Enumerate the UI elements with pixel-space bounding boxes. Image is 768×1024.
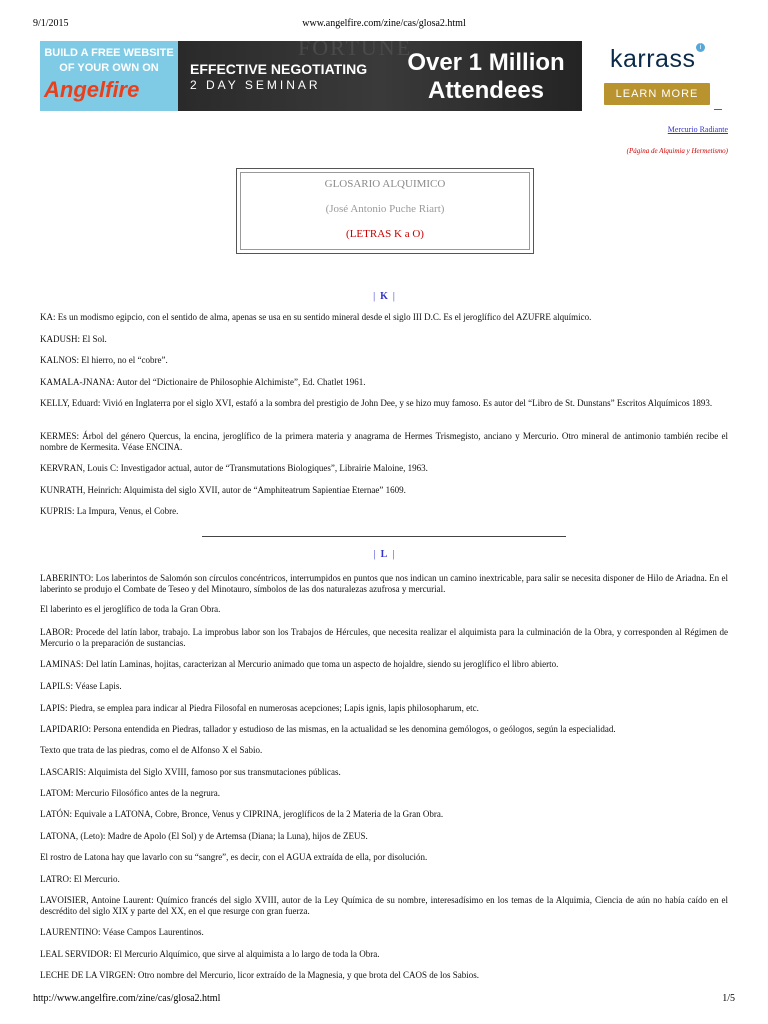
ad-info-icon[interactable]: i bbox=[696, 43, 705, 52]
entry-kervran: KERVRAN, Louis C: Investigador actual, autor de “Transmutations Biologiques”, Librairie Maloine, 1963. bbox=[40, 463, 428, 473]
page-subtitle-note: (Página de Alquimia y Hermetismo) bbox=[626, 147, 728, 155]
angelfire-ad-panel[interactable] bbox=[40, 41, 178, 111]
mercurio-radiante-link[interactable]: Mercurio Radiante bbox=[667, 125, 728, 134]
entry-laberinto-2: El laberinto es el jeroglífico de toda la Gran Obra. bbox=[40, 604, 221, 614]
entry-lapis: LAPIS: Piedra, se emplea para indicar al Piedra Filosofal en numerosas acepciones; Lapis ignis, lapis philosopharum, etc. bbox=[40, 703, 479, 713]
entry-kupris: KUPRIS: La Impura, Venus, el Cobre. bbox=[40, 506, 179, 516]
entry-kalnos: KALNOS: El hierro, no el “cobre”. bbox=[40, 355, 168, 365]
ad-seminar-sub: 2 DAY SEMINAR bbox=[190, 78, 321, 92]
ad-build-line: BUILD A FREE WEBSITE bbox=[44, 47, 174, 59]
glossary-letters: (LETRAS K a O) bbox=[346, 228, 424, 240]
section-divider bbox=[202, 536, 566, 537]
title-box bbox=[236, 168, 534, 254]
print-date: 9/1/2015 bbox=[33, 18, 69, 29]
section-l-header bbox=[0, 549, 768, 560]
angelfire-logo: Angelfire bbox=[44, 77, 140, 102]
entry-kamala-jnana: KAMALA-JNANA: Autor del “Dictionaire de Philosophie Alchimiste”, Ed. Chatlet 1961. bbox=[40, 377, 366, 387]
entry-lapidario-2: Texto que trata de las piedras, como el de Alfonso X el Sabio. bbox=[40, 745, 263, 755]
k-open-bar: | bbox=[373, 291, 376, 302]
ad-attendees: Over 1 Million Attendees bbox=[407, 49, 565, 104]
entry-lapidario: LAPIDARIO: Persona entendida en Piedras, tallador y estudioso de las mismas, en la actualidad se les denomina gemólogos, o geólogos, según la especialidad. bbox=[40, 724, 616, 734]
print-header bbox=[33, 18, 735, 32]
entry-lavoisier: LAVOISIER, Antoine Laurent: Químico francés del siglo XVIII, autor de la Ley Química de su nombre, interesadísimo en los temas de la Alquimia, Ciencia de aún no había caído en el descrédito del siglo XIX y parte del XX, en el que resurge con gran fuerza. bbox=[40, 895, 728, 916]
entry-kermes: KERMES: Árbol del género Quercus, la encina, jeroglífico de la primera materia y anagrama de Hermes Trismegisto, anciano y Mercurio. Otro mineral de antimonio también recibe el nombre de Kermesita. Véase ENCINA. bbox=[40, 431, 728, 452]
k-close-bar: | bbox=[392, 291, 395, 302]
entry-laminas: LAMINAS: Del latín Laminas, hojitas, caracterizan al Mercurio animado que toma un aspecto de hojaldre, siendo su jeroglífico el libro abierto. bbox=[40, 659, 559, 669]
print-footer bbox=[33, 993, 735, 1007]
print-url: www.angelfire.com/zine/cas/glosa2.html bbox=[302, 18, 466, 29]
entry-lapils: LAPILS: Véase Lapis. bbox=[40, 681, 122, 691]
footer-url: http://www.angelfire.com/zine/cas/glosa2.html bbox=[33, 993, 221, 1004]
seminar-ad-panel[interactable] bbox=[178, 41, 582, 111]
entry-laurentino: LAURENTINO: Véase Campos Laurentinos. bbox=[40, 927, 204, 937]
section-k-header bbox=[0, 291, 768, 302]
entry-labor: LABOR: Procede del latín labor, trabajo. La improbus labor son los Trabajos de Hércules, que necesita realizar el alquimista para la culminación de la Obra, y corresponden al Régimen de Mercurio o la preparación de sustancias. bbox=[40, 627, 728, 648]
page-number: 1/5 bbox=[722, 993, 735, 1004]
entry-latona-2: El rostro de Latona hay que lavarlo con su “sangre”, es decir, con el AGUA extraída de ella, por disolución. bbox=[40, 852, 428, 862]
entry-laberinto: LABERINTO: Los laberintos de Salomón son círculos concéntricos, interrumpidos en puntos que nos indican un camino inextricable, para salir se necesita disponer de Hilo de Ariadna. En el laberinto se produjo el Combate de Teseo y del Minotauro, símbolos de las dos naturalezas azufrosa y mercurial. bbox=[40, 573, 728, 594]
glossary-author: (José Antonio Puche Riart) bbox=[325, 203, 445, 215]
ad-own-line: OF YOUR OWN ON bbox=[59, 62, 159, 74]
letter-l-link[interactable]: L bbox=[380, 549, 388, 560]
entry-kadush: KADUSH: El Sol. bbox=[40, 334, 107, 344]
l-close-bar: | bbox=[392, 549, 395, 560]
entry-laton: LATÓN: Equivale a LATONA, Cobre, Bronce, Venus y CIPRINA, jeroglíficos de la 2 Materia de la Gran Obra. bbox=[40, 809, 444, 819]
entry-kunrath: KUNRATH, Heinrich: Alquimista del siglo XVII, autor de “Amphiteatrum Sapientiae Eternae” 1609. bbox=[40, 485, 406, 495]
karrass-logo: karrass bbox=[610, 45, 696, 73]
fortune-watermark: FORTUNE bbox=[298, 41, 413, 60]
entry-lascaris: LASCARIS: Alquimista del Siglo XVIII, famoso por sus transmutaciones públicas. bbox=[40, 767, 341, 777]
entry-leche-virgen: LECHE DE LA VIRGEN: Otro nombre del Mercurio, licor extraído de la Magnesia, y que brota del CAOS de los Sabios. bbox=[40, 970, 479, 980]
learn-more-button[interactable]: LEARN MORE bbox=[604, 83, 710, 105]
l-open-bar: | bbox=[373, 549, 376, 560]
entry-latom: LATOM: Mercurio Filosófico antes de la negrura. bbox=[40, 788, 221, 798]
ad-underline bbox=[714, 109, 722, 110]
banner-ad[interactable] bbox=[40, 41, 582, 111]
karrass-ad[interactable] bbox=[594, 41, 728, 111]
ad-seminar-title: EFFECTIVE NEGOTIATING bbox=[190, 61, 368, 77]
letter-k-link[interactable]: K bbox=[380, 291, 388, 302]
entry-latona: LATONA, (Leto): Madre de Apolo (El Sol) y de Artemsa (Diana; la Luna), hijos de ZEUS. bbox=[40, 831, 368, 841]
entry-ka: KA: Es un modismo egipcio, con el sentido de alma, apenas se usa en su sentido mineral desde el siglo III D.C. Es el jeroglífico del AZUFRE alquímico. bbox=[40, 312, 592, 322]
entry-kelly: KELLY, Eduard: Vivió en Inglaterra por el siglo XVI, estafó a la sombra del prestigio de John Dee, y se hizo muy famoso. Es autor del “Libro de St. Dunstans” Escritos Alquímicos 1893. bbox=[40, 398, 713, 408]
entry-leal-servidor: LEAL SERVIDOR: El Mercurio Alquímico, que sirve al alquimista a lo largo de toda la Obra. bbox=[40, 949, 380, 959]
glossary-title: GLOSARIO ALQUIMICO bbox=[324, 178, 446, 190]
entry-latro: LATRO: El Mercurio. bbox=[40, 874, 120, 884]
